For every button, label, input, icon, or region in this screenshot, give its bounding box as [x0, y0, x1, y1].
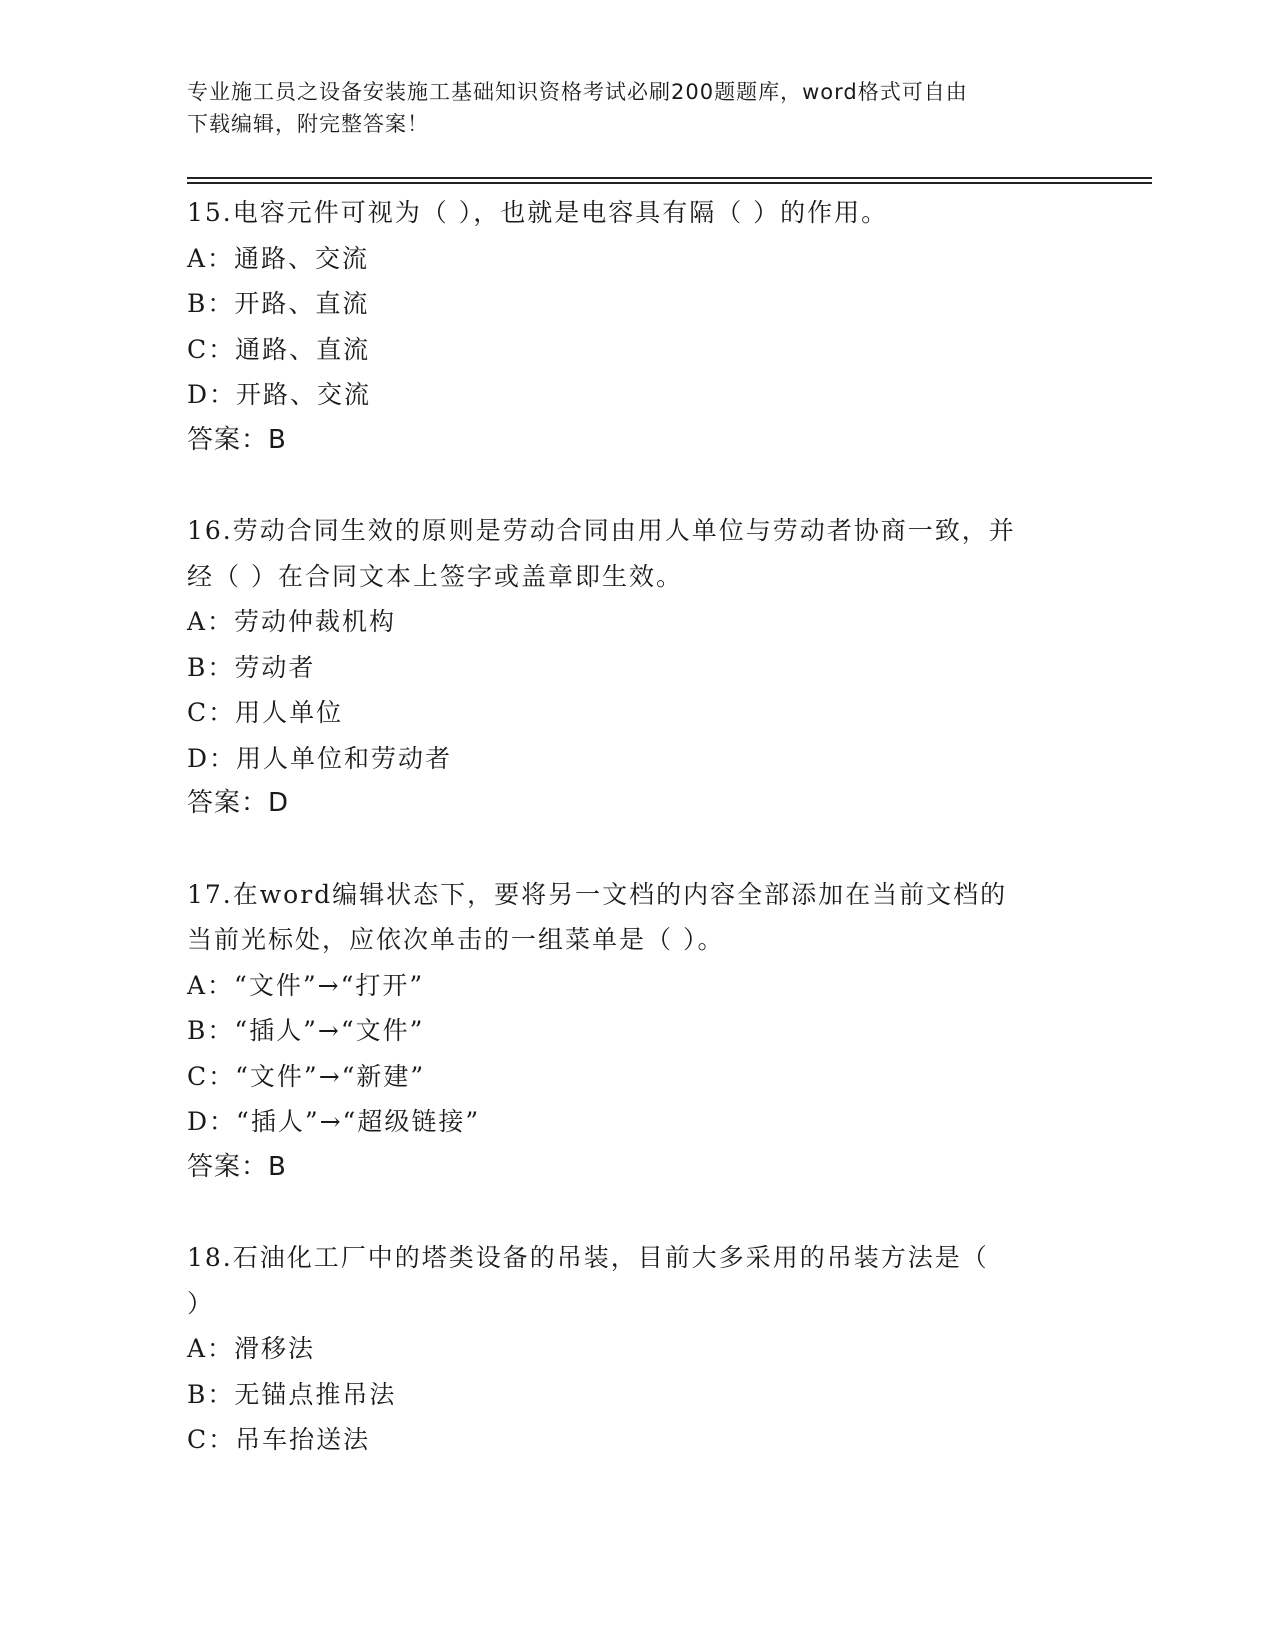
- option-a: A：滑移法: [187, 1334, 316, 1363]
- stem-line: 当前光标处，应依次单击的一组菜单是（ ）。: [187, 925, 725, 954]
- stem-line: ）: [187, 1288, 215, 1318]
- question-16: [187, 508, 1087, 827]
- header-line-1: 专业施工员之设备安装施工基础知识资格考试必刷200题题库，word格式可自由: [187, 80, 968, 104]
- question-stem: [187, 190, 1087, 236]
- stem-line: 16.劳动合同生效的原则是劳动合同由用人单位与劳动者协商一致，并: [187, 516, 1016, 545]
- header-line-2: 下载编辑，附完整答案！: [187, 112, 429, 136]
- option-a: A：劳动仲裁机构: [187, 607, 397, 636]
- option-c: C：通路、直流: [187, 334, 371, 364]
- header-divider-bottom: [187, 182, 1152, 184]
- answer-label: 答案：B: [187, 1151, 287, 1182]
- stem-line: 17.在word编辑状态下，要将另一文档的内容全部添加在当前文档的: [187, 879, 1008, 909]
- stem-line: 经（ ）在合同文本上签字或盖章即生效。: [187, 561, 683, 591]
- option-a: A：“文件”→“打开”: [187, 970, 425, 1000]
- option-b: B：开路、直流: [187, 289, 370, 318]
- option-d: D：开路、交流: [187, 380, 372, 409]
- option-b: B：无锚点推吊法: [187, 1379, 397, 1409]
- question-stem: [187, 508, 1087, 599]
- option-c: C：用人单位: [187, 698, 344, 727]
- option-a: A：通路、交流: [187, 243, 370, 273]
- stem-line: 18.石油化工厂中的塔类设备的吊装，目前大多采用的吊装方法是（: [187, 1243, 989, 1272]
- question-17: [187, 872, 1087, 1191]
- question-stem: [187, 872, 1087, 963]
- option-d: D：用人单位和劳动者: [187, 743, 453, 773]
- option-b: B：劳动者: [187, 652, 316, 682]
- stem-line: 15.电容元件可视为（ ），也就是电容具有隔（ ）的作用。: [187, 198, 889, 227]
- option-c: C：吊车抬送法: [187, 1425, 371, 1454]
- document-header: [187, 76, 1067, 140]
- answer-label: 答案：D: [187, 788, 290, 818]
- option-b: B：“插人”→“文件”: [187, 1016, 425, 1045]
- question-18: [187, 1235, 1087, 1463]
- question-list: [187, 190, 1087, 1508]
- question-stem: [187, 1235, 1087, 1326]
- option-c: C：“文件”→“新建”: [187, 1061, 426, 1091]
- question-15: [187, 190, 1087, 463]
- answer-label: 答案：B: [187, 424, 287, 455]
- option-d: D：“插人”→“超级链接”: [187, 1107, 481, 1136]
- header-divider-top: [187, 177, 1152, 179]
